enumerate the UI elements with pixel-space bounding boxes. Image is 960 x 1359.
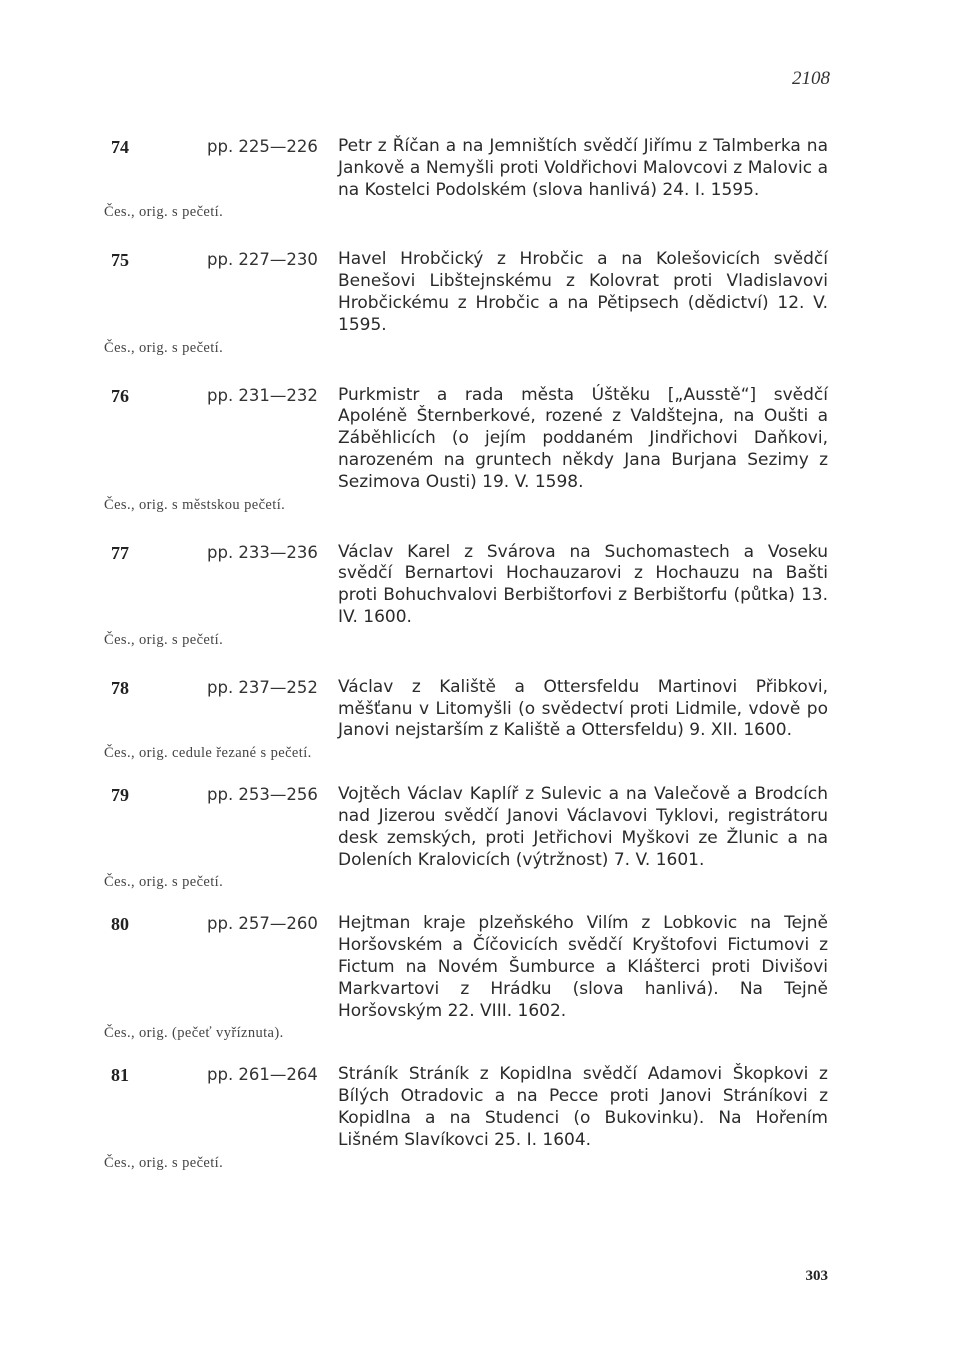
page-range: pp. 225—226 bbox=[207, 137, 318, 156]
entry-76 bbox=[0, 385, 960, 514]
entry-number: 81 bbox=[111, 1065, 129, 1086]
page-range: pp. 253—256 bbox=[207, 785, 318, 805]
entries-list bbox=[0, 136, 960, 1194]
entry-text: Petr z Říčan a na Jemništích svědčí Jiřímu z Talmberka na Jankově a Nemyšli proti Voldřichovi Malovcovi z Malovic a na Kostelci Podolském (slova hanlivá) 24. I. 1595. bbox=[338, 136, 828, 200]
page-range: pp. 237—252 bbox=[207, 677, 318, 697]
page-range: pp. 261—264 bbox=[207, 1065, 318, 1085]
page-range: pp. 227—230 bbox=[207, 250, 318, 270]
entry-79 bbox=[0, 784, 960, 891]
entry-note: Čes., orig. s pečetí. bbox=[104, 339, 224, 356]
entry-note: Čes., orig. s městskou pečetí. bbox=[104, 496, 286, 513]
entry-text: Václav Karel z Svárova na Suchomastech a Voseku svědčí Bernartovi Hochauzarovi z Hochauzu na Bašti proti Bohuchvalovi Berbištorfovi z Berbištorfu (půtka) 13. IV. 1600. bbox=[338, 541, 828, 627]
entry-number: 74 bbox=[111, 137, 129, 157]
entry-text: Stráník Stráník z Kopidlna svědčí Adamovi Škopkovi z Bílých Otradovic a na Pecce proti Janovi Stráníkovi z Kopidlna a na Studenci (o Bukovinku). Na Hořením Lišném Slavíkovci 25. I. 1604. bbox=[338, 1064, 828, 1150]
entry-75 bbox=[0, 249, 960, 356]
entry-text: Václav z Kaliště a Ottersfeldu Martinovi Přibkovi, měšťanu v Litomyšli (o svědectví proti Lidmile, vdově po Janovi nejstarším z Kaliště a Ottersfeldu) 9. XII. 1600. bbox=[338, 676, 828, 741]
page-range: pp. 233—236 bbox=[207, 542, 318, 562]
entry-77 bbox=[0, 542, 960, 649]
entry-80 bbox=[0, 913, 960, 1042]
entry-number: 80 bbox=[111, 914, 129, 935]
page-range: pp. 257—260 bbox=[207, 914, 318, 934]
entry-number: 78 bbox=[111, 677, 129, 698]
entry-text: Purkmistr a rada města Úštěku [„Ausstě“] svědčí Apoléně Šternberkové, rozené z Valdštejna, na Oušti a Záběhlicích (o jejím poddaném Jindřichovi Daňkovi, narozeném na gruntech někdy Jana Burjana Sezimy z Sezimova Ousti) 19. V. 1598. bbox=[338, 384, 828, 492]
page-number-top: 2108 bbox=[792, 68, 830, 89]
entry-text: Hejtman kraje plzeňského Vilím z Lobkovic na Tejně Horšovském a Číčovicích svědčí Kryštofovi Fictumovi z Fictum na Novém Šumburce a Klášterci proti Divišovi Markvartovi z Hrádku (slova hanlivá). Na Tejně Horšovským 22. VIII. 1602. bbox=[338, 913, 828, 1021]
entry-74 bbox=[0, 136, 960, 221]
entry-81 bbox=[0, 1064, 960, 1171]
entry-note: Čes., orig. s pečetí. bbox=[104, 874, 224, 891]
page-number-bottom: 303 bbox=[805, 1268, 828, 1284]
entry-note: Čes., orig. s pečetí. bbox=[104, 631, 224, 648]
entry-number: 79 bbox=[111, 785, 129, 806]
entry-number: 77 bbox=[111, 542, 129, 563]
entry-number: 76 bbox=[111, 385, 129, 406]
entry-number: 75 bbox=[111, 250, 129, 271]
entry-note: Čes., orig. s pečetí. bbox=[104, 1154, 224, 1171]
entry-text: Vojtěch Václav Kaplíř z Sulevic a na Valečově a Brodcích nad Jizerou svědčí Janovi Václavovi Tyklovi, registrátoru desk zemských, proti Jetřichovi Myškovi ze Žlunic a na Doleních Kralovicích (výtržnost) 7. V. 1601. bbox=[338, 784, 828, 870]
page-range: pp. 231—232 bbox=[207, 385, 318, 405]
entry-note: Čes., orig. (pečeť vyříznuta). bbox=[104, 1025, 284, 1042]
entry-78 bbox=[0, 677, 960, 762]
entry-note: Čes., orig. cedule řezané s pečetí. bbox=[104, 745, 312, 762]
entry-text: Havel Hrobčický z Hrobčic a na Kolešovicích svědčí Benešovi Libštejnskému z Kolovrat proti Vladislavovi Hrobčickému z Hrobčic a na Pětipsech (dědictví) 12. V. 1595. bbox=[338, 249, 828, 335]
entry-note: Čes., orig. s pečetí. bbox=[104, 204, 224, 221]
